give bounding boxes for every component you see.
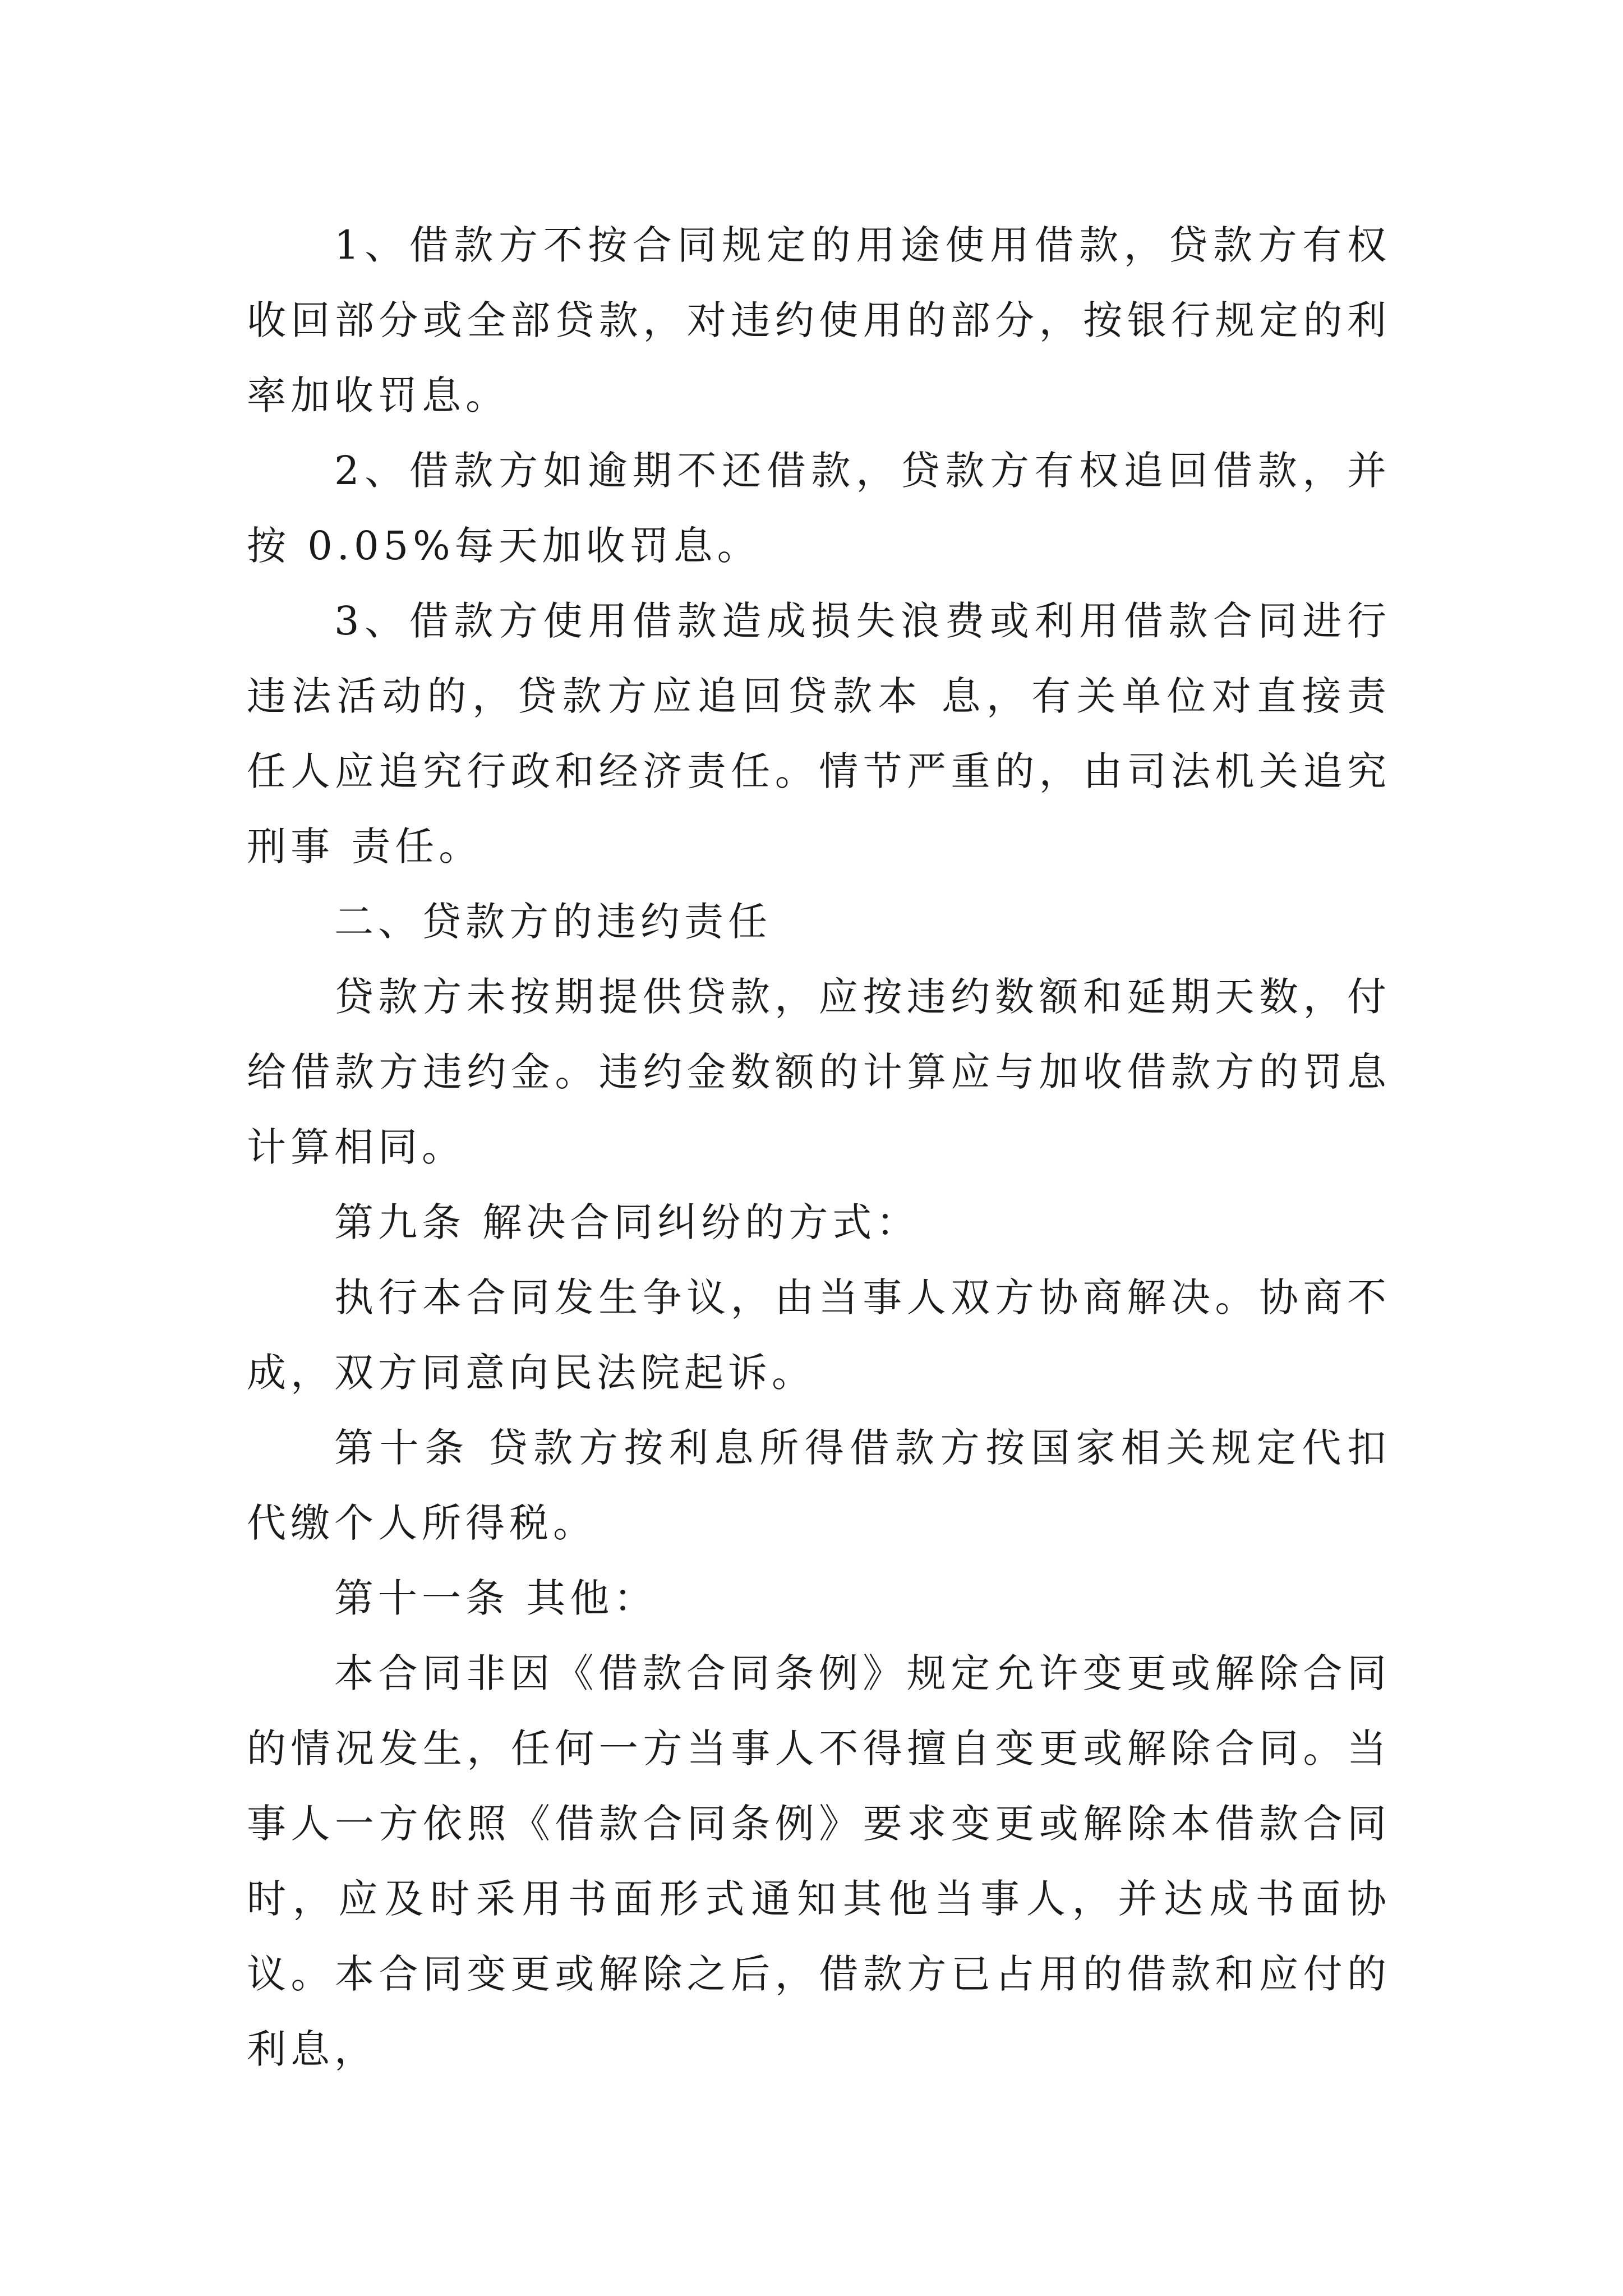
paragraph-clause-1: 1、借款方不按合同规定的用途使用借款，贷款方有权收回部分或全部贷款，对违约使用的部分，按银行规定的利率加收罚息。 (247, 222, 1391, 418)
article-10: 第十条 贷款方按利息所得借款方按国家相关规定代扣代缴个人所得税。 (247, 1425, 1391, 1546)
article-heading-9: 第九条 解决合同纠纷的方式： (334, 1199, 920, 1245)
paragraph-lender-liability: 贷款方未按期提供贷款，应按违约数额和延期天数，付给借款方违约金。违约金数额的计算应与加收借款方的罚息计算相同。 (247, 974, 1391, 1170)
paragraph-clause-2: 2、借款方如逾期不还借款，贷款方有权追回借款，并按 0.05%每天加收罚息。 (247, 448, 1391, 569)
paragraph-clause-3: 3、借款方使用借款造成损失浪费或利用借款合同进行违法活动的，贷款方应追回贷款本 息，有关单位对直接责任人应追究行政和经济责任。情节严重的，由司法机关追究刑事 责任。 (247, 598, 1391, 869)
article-heading-11: 第十一条 其他： (334, 1575, 658, 1621)
paragraph-other-terms: 本合同非因《借款合同条例》规定允许变更或解除合同的情况发生，任何一方当事人不得擅自变更或解除合同。当事人一方依照《借款合同条例》要求变更或解除本借款合同时，应及时采用书面形式通知其他当事人，并达成书面协议。本合同变更或解除之后，借款方已占用的借款和应付的利息， (247, 1650, 1391, 2072)
paragraph-dispute-resolution: 执行本合同发生争议，由当事人双方协商解决。协商不成，双方同意向民法院起诉。 (247, 1274, 1391, 1396)
section-heading-lender-liability: 二、贷款方的违约责任 (334, 899, 772, 945)
document-body (247, 208, 1391, 2087)
